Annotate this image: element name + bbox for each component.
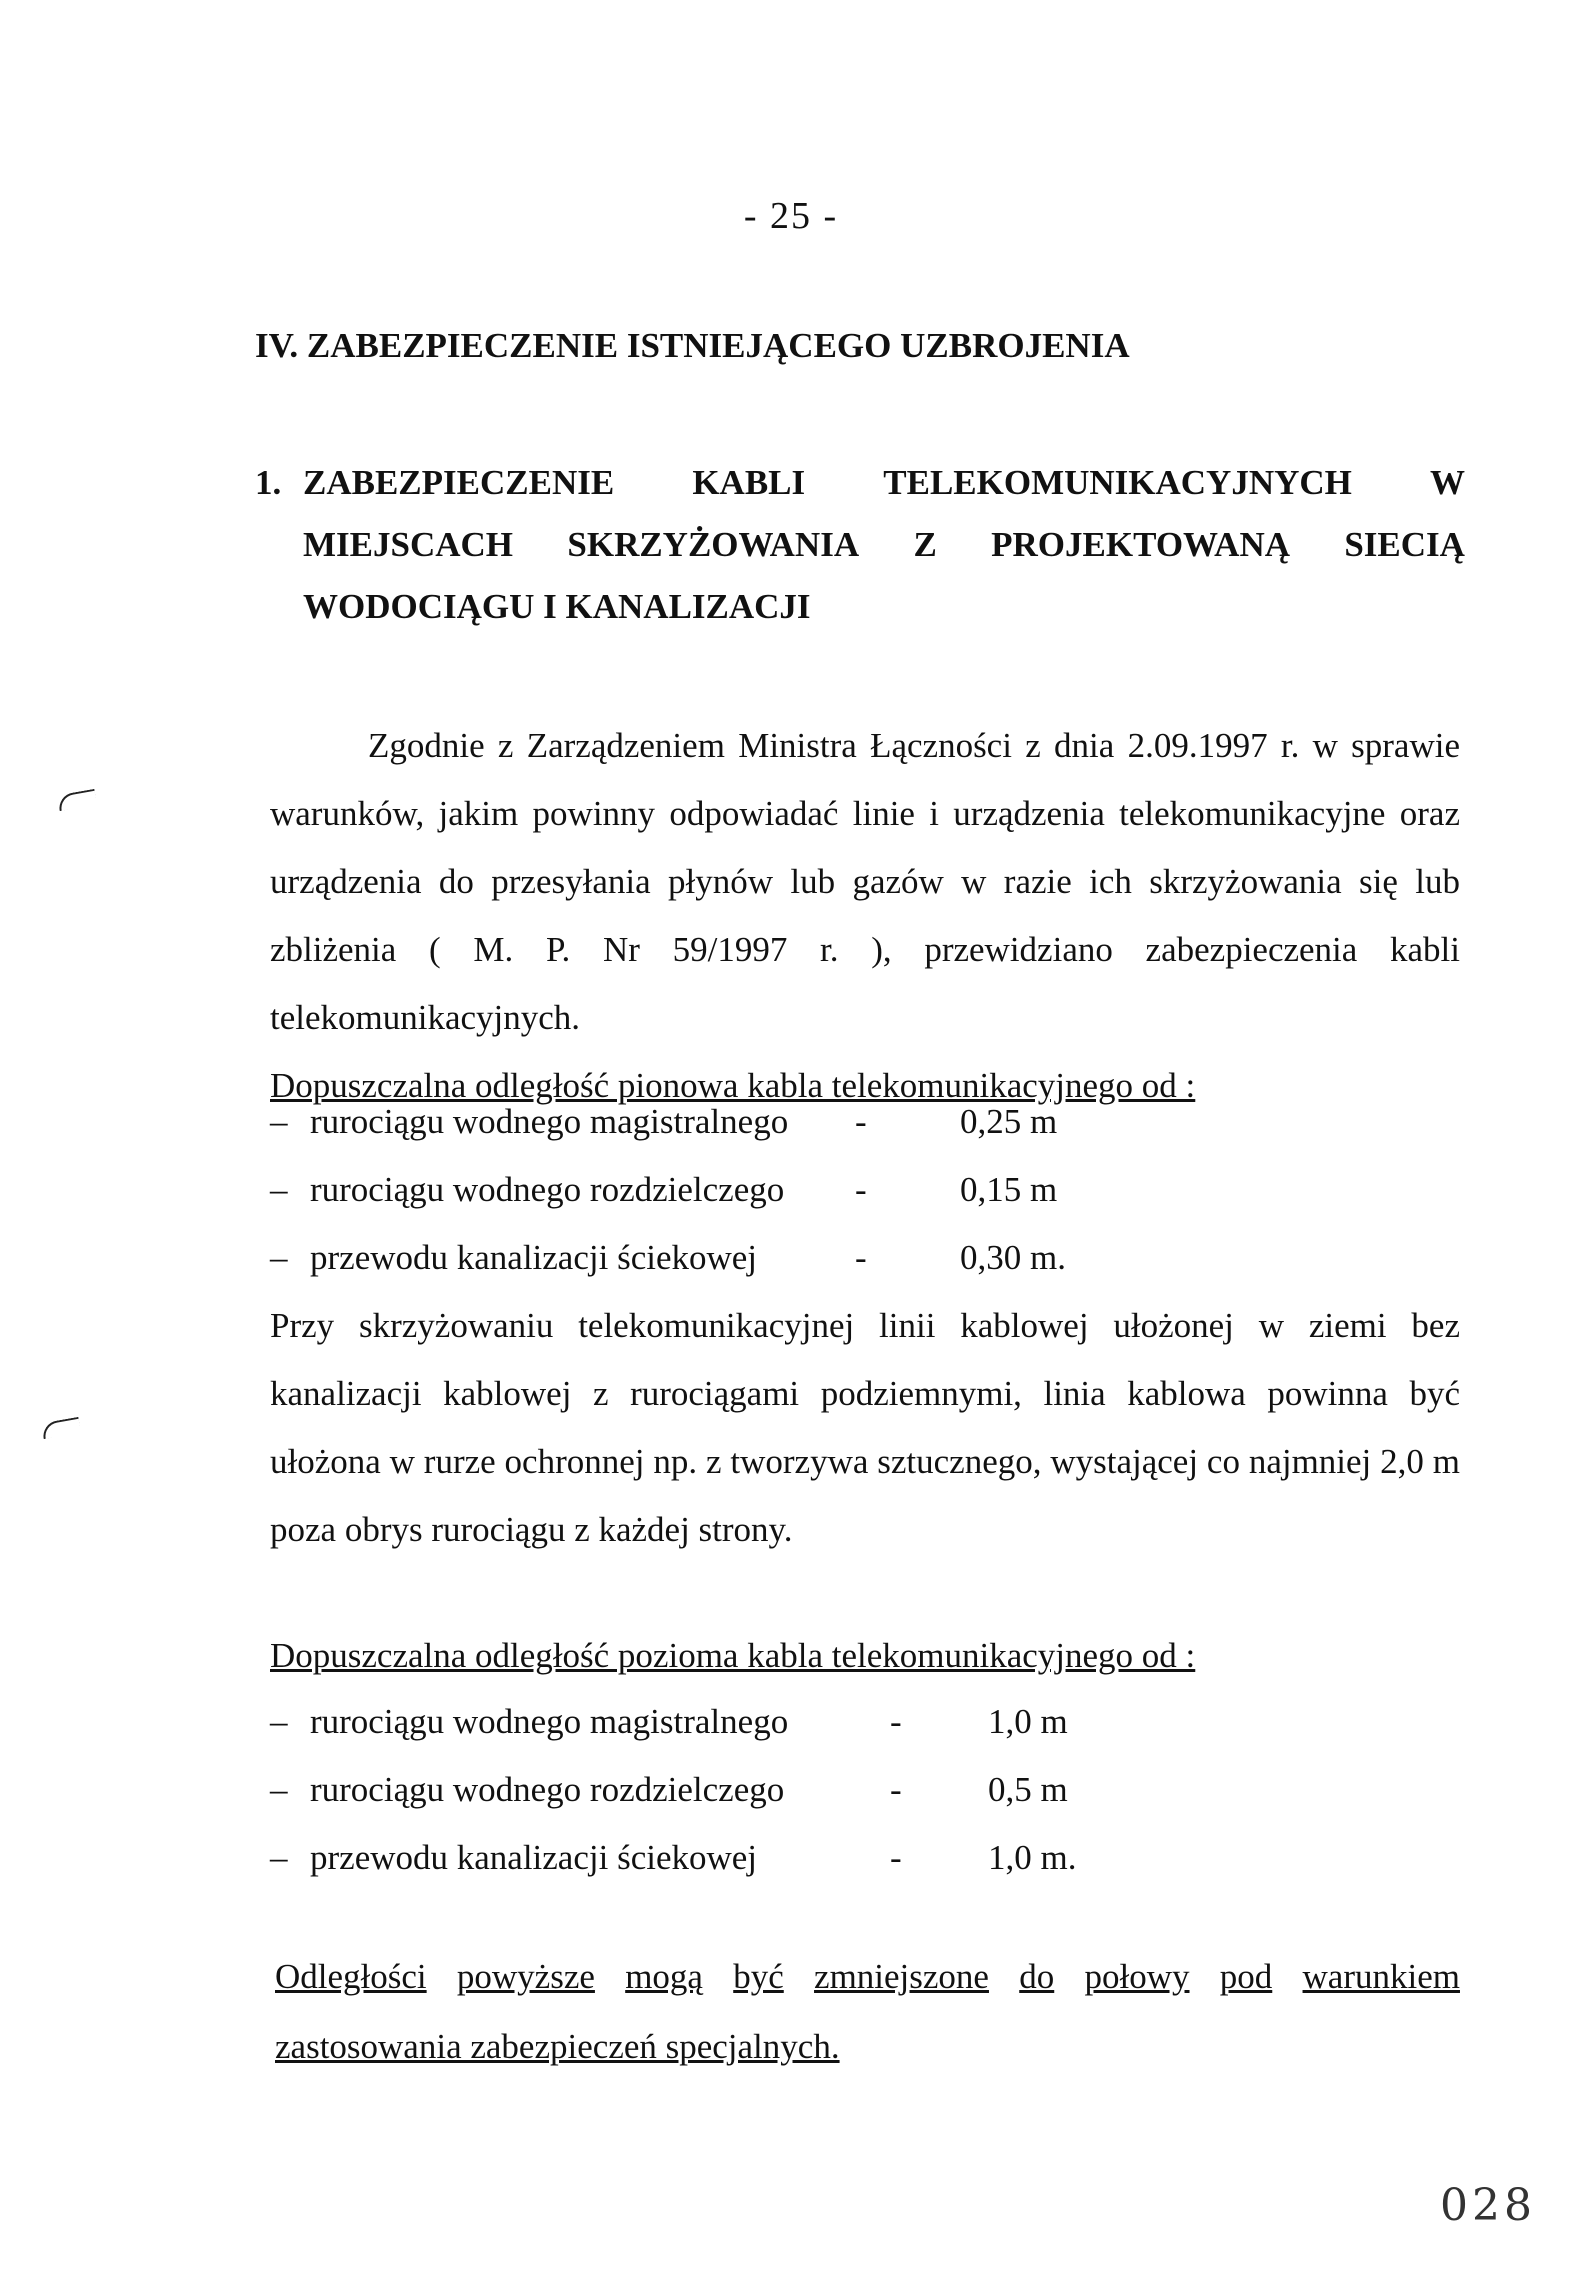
horizontal-distance-list bbox=[270, 1688, 1076, 1892]
subsection-heading-line-1: 1. ZABEZPIECZENIE KABLI TELEKOMUNIKACYJNYCH W bbox=[255, 452, 1465, 514]
subsection-heading-line-2: MIEJSCACH SKRZYŻOWANIA Z PROJEKTOWANĄ SIECIĄ bbox=[303, 525, 1465, 564]
intro-paragraph: Zgodnie z Zarządzeniem Ministra Łączności z dnia 2.09.1997 r. w sprawie warunków, jakim powinny odpowiadać linie i urządzenia telekomunikacyjne oraz urządzenia do przesyłania płynów lub gazów w razie ich skrzyżowania się lub zbliżenia ( M. P. Nr 59/1997 r. ), przewidziano zabezpieczenia kabli telekomunikacyjnych. bbox=[270, 726, 1460, 1037]
list-item: – rurociągu wodnego magistralnego - 0,25 m bbox=[270, 1102, 1058, 1141]
vertical-distance-heading: Dopuszczalna odległość pionowa kabla telekomunikacyjnego od : bbox=[270, 1066, 1196, 1105]
horizontal-distance-heading: Dopuszczalna odległość pozioma kabla telekomunikacyjnego od : bbox=[270, 1636, 1196, 1675]
subsection-heading-line-3: WODOCIĄGU I KANALIZACJI bbox=[303, 587, 811, 626]
vertical-distance-list bbox=[270, 1088, 1066, 1292]
final-note-line-1: Odległości powyższe mogą być zmniejszone do połowy pod warunkiem bbox=[275, 1957, 1460, 1996]
intro-paragraph-block bbox=[270, 712, 1460, 1120]
list-item: – rurociągu wodnego rozdzielczego - 0,15 m bbox=[270, 1170, 1058, 1209]
subsection-heading bbox=[255, 452, 1465, 638]
list-item: – przewodu kanalizacji ściekowej - 0,30 m. bbox=[270, 1238, 1066, 1277]
subsection-number: 1. ZABEZPIECZENIE bbox=[255, 463, 615, 502]
final-note-line-2: zastosowania zabezpieczeń specjalnych. bbox=[275, 2027, 840, 2066]
section-heading: IV. ZABEZPIECZENIE ISTNIEJĄCEGO UZBROJENIA bbox=[255, 326, 1130, 365]
list-item: – przewodu kanalizacji ściekowej - 1,0 m. bbox=[270, 1838, 1077, 1877]
margin-punch-mark bbox=[41, 1417, 81, 1439]
crossing-paragraph: Przy skrzyżowaniu telekomunikacyjnej linii kablowej ułożonej w ziemi bez kanalizacji kablowej z rurociągami podziemnymi, linia kablowa powinna być ułożona w rurze ochronnej np. z tworzywa sztucznego, wystającej co najmniej 2,0 m poza obrys rurociągu z każdej strony. bbox=[270, 1306, 1460, 1549]
margin-punch-mark bbox=[57, 789, 97, 811]
list-item: – rurociągu wodnego magistralnego - 1,0 m bbox=[270, 1702, 1068, 1741]
archive-stamp-number: 028 bbox=[1440, 2180, 1536, 2231]
final-note bbox=[275, 1942, 1460, 2082]
list-item: – rurociągu wodnego rozdzielczego - 0,5 m bbox=[270, 1770, 1068, 1809]
crossing-paragraph-block bbox=[270, 1292, 1460, 1564]
page-number: - 25 - bbox=[743, 195, 839, 237]
horizontal-heading-block bbox=[270, 1622, 1460, 1690]
